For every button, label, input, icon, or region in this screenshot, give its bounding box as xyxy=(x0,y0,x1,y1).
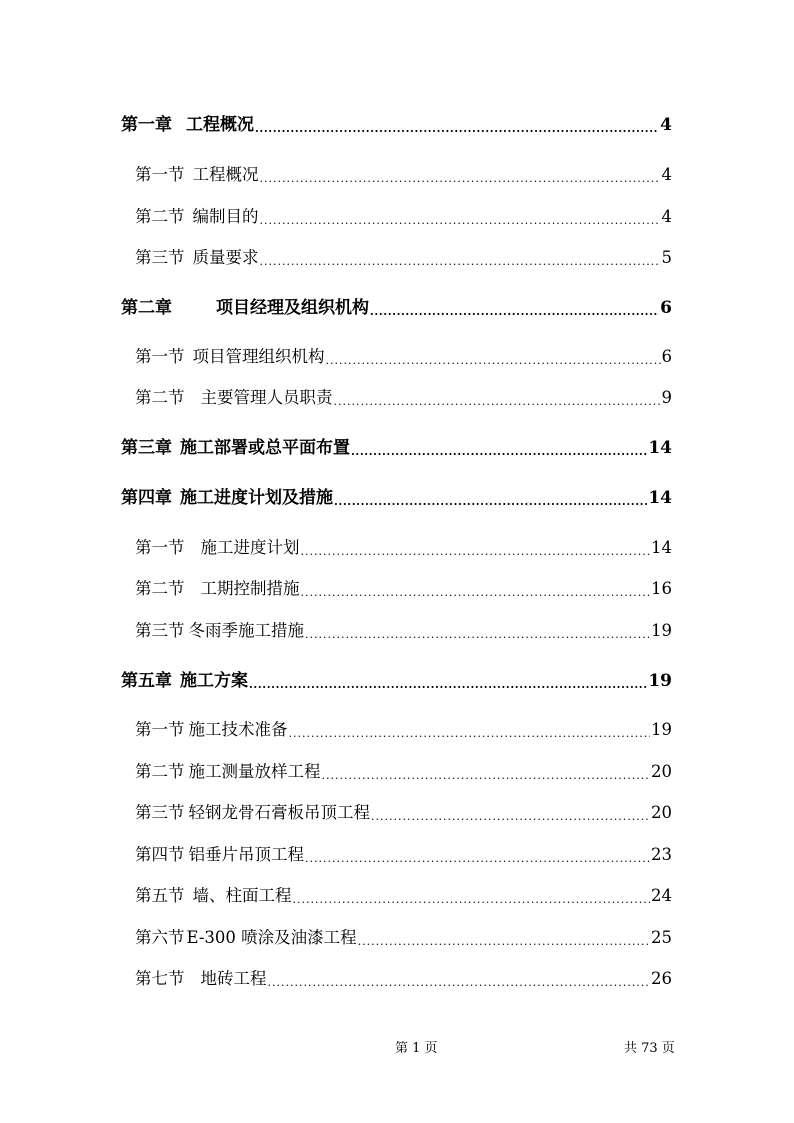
entry-title: 主要管理人员职责 xyxy=(200,388,333,407)
entry-page-number: 6 xyxy=(661,347,672,366)
entry-title: 项目经理及组织机构 xyxy=(216,298,369,318)
entry-number: 第二节 xyxy=(135,207,185,226)
entry-number: 第二节 xyxy=(135,762,185,781)
entry-page-number: 20 xyxy=(651,803,672,822)
toc-entry-section[interactable] xyxy=(135,205,672,229)
entry-page-number: 25 xyxy=(651,928,672,947)
entry-title: 工程概况 xyxy=(192,165,259,184)
entry-number: 第一节 xyxy=(135,538,185,557)
entry-title: 施工技术准备 xyxy=(188,720,288,739)
entry-number: 第五节 xyxy=(135,886,185,905)
entry-title: 施工进度计划 xyxy=(200,538,300,557)
entry-number: 第一节 xyxy=(135,720,185,739)
toc-entry-section[interactable] xyxy=(135,884,672,908)
entry-page-number: 9 xyxy=(661,388,672,407)
entry-title: 施工测量放样工程 xyxy=(188,762,321,781)
toc-entry-section[interactable] xyxy=(135,345,672,369)
entry-number: 第二节 xyxy=(135,579,185,598)
entry-title: 铝垂片吊顶工程 xyxy=(188,845,304,864)
dot-leader xyxy=(334,386,661,410)
toc-entry-section[interactable] xyxy=(135,760,672,784)
total-pages-footer: 共 73 页 xyxy=(624,1041,675,1056)
dot-leader xyxy=(289,718,651,742)
entry-title: 轻钢龙骨石膏板吊顶工程 xyxy=(188,803,370,822)
entry-page-number: 26 xyxy=(651,969,672,988)
entry-page-number: 24 xyxy=(651,886,672,905)
entry-title: 施工进度计划及措施 xyxy=(180,488,333,508)
toc-entry-section[interactable] xyxy=(135,718,672,742)
entry-title: 施工部署或总平面布置 xyxy=(180,438,350,458)
page-number-footer: 第 1 页 xyxy=(395,1041,438,1056)
toc-entry-section[interactable] xyxy=(135,386,672,410)
entry-title: E-300 喷涂及油漆工程 xyxy=(186,928,357,947)
entry-number: 第六节 xyxy=(135,928,185,947)
entry-number: 第四节 xyxy=(135,845,185,864)
entry-number: 第七节 xyxy=(135,969,185,988)
entry-number: 第三章 xyxy=(121,438,172,458)
entry-page-number: 14 xyxy=(651,538,672,557)
entry-page-number: 16 xyxy=(651,579,672,598)
toc-entry-section[interactable] xyxy=(135,801,672,825)
toc-entry-section[interactable] xyxy=(135,163,672,187)
toc-entry-chapter-2[interactable] xyxy=(121,296,672,320)
dot-leader xyxy=(305,843,650,867)
toc-entry-chapter-1[interactable] xyxy=(121,113,672,137)
dot-leader xyxy=(301,577,651,601)
entry-title: 施工方案 xyxy=(180,671,248,691)
toc-entry-section[interactable] xyxy=(135,577,672,601)
toc-entry-section[interactable] xyxy=(135,246,672,270)
entry-number: 第二章 xyxy=(121,298,172,318)
dot-leader xyxy=(260,163,661,187)
toc-entry-section[interactable] xyxy=(135,536,672,560)
toc-entry-section[interactable] xyxy=(135,619,672,643)
entry-title: 冬雨季施工措施 xyxy=(188,621,304,640)
dot-leader xyxy=(358,926,650,950)
entry-page-number: 19 xyxy=(648,671,672,691)
entry-number: 第三节 xyxy=(135,621,185,640)
entry-number: 第三节 xyxy=(135,803,185,822)
dot-leader xyxy=(260,205,661,229)
entry-title: 墙、柱面工程 xyxy=(192,886,292,905)
dot-leader xyxy=(305,619,650,643)
dot-leader xyxy=(326,345,661,369)
dot-leader xyxy=(351,436,647,460)
dot-leader xyxy=(249,669,647,693)
dot-leader xyxy=(301,536,651,560)
entry-page-number: 4 xyxy=(661,207,672,226)
entry-page-number: 14 xyxy=(648,438,672,458)
toc-entry-section[interactable] xyxy=(135,843,672,867)
entry-number: 第一节 xyxy=(135,347,185,366)
entry-title: 质量要求 xyxy=(192,248,259,267)
entry-number: 第一节 xyxy=(135,165,185,184)
entry-number: 第一章 xyxy=(121,115,172,135)
entry-number: 第五章 xyxy=(121,671,172,691)
toc-entry-section[interactable] xyxy=(135,967,672,991)
entry-page-number: 19 xyxy=(651,621,672,640)
entry-title: 地砖工程 xyxy=(200,969,267,988)
entry-number: 第二节 xyxy=(135,388,185,407)
dot-leader xyxy=(268,967,651,991)
toc-entry-chapter-4[interactable] xyxy=(121,486,672,510)
dot-leader xyxy=(255,113,659,137)
entry-title: 项目管理组织机构 xyxy=(192,347,325,366)
entry-title: 编制目的 xyxy=(192,207,259,226)
toc-entry-section[interactable] xyxy=(135,926,672,950)
entry-number: 第三节 xyxy=(135,248,185,267)
toc-entry-chapter-3[interactable] xyxy=(121,436,672,460)
dot-leader xyxy=(371,801,650,825)
entry-page-number: 20 xyxy=(651,762,672,781)
entry-page-number: 6 xyxy=(660,298,672,318)
dot-leader xyxy=(293,884,651,908)
entry-page-number: 4 xyxy=(660,115,672,135)
entry-number: 第四章 xyxy=(121,488,172,508)
entry-page-number: 4 xyxy=(661,165,672,184)
dot-leader xyxy=(370,296,659,320)
dot-leader xyxy=(334,486,647,510)
toc-entry-chapter-5[interactable] xyxy=(121,669,672,693)
dot-leader xyxy=(260,246,661,270)
entry-title: 工期控制措施 xyxy=(200,579,300,598)
entry-page-number: 5 xyxy=(661,248,672,267)
entry-page-number: 14 xyxy=(648,488,672,508)
dot-leader xyxy=(322,760,651,784)
entry-page-number: 23 xyxy=(651,845,672,864)
entry-title: 工程概况 xyxy=(186,115,254,135)
entry-page-number: 19 xyxy=(651,720,672,739)
